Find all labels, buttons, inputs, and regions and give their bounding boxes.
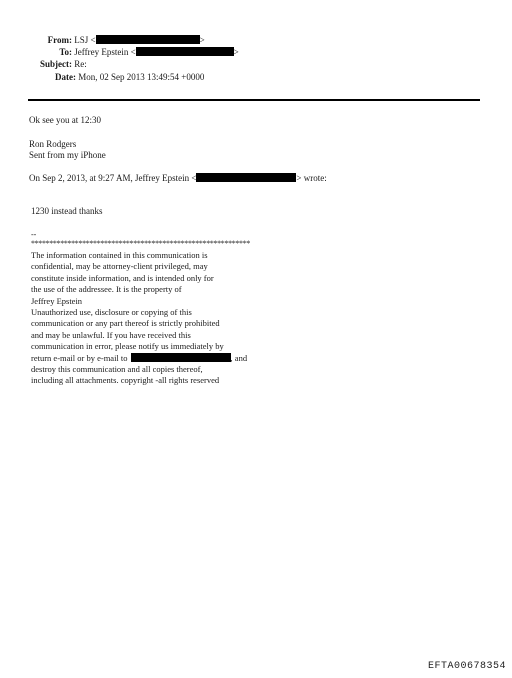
date-row (20, 72, 204, 83)
disclaimer-line-redacted (31, 353, 247, 364)
confidentiality-disclaimer (31, 250, 247, 387)
disclaimer-line: the use of the addressee. It is the property of (31, 284, 182, 295)
signature-dashes: -- (31, 230, 37, 239)
signature-name: Ron Rodgers (29, 139, 77, 149)
subject-label: Subject: (40, 59, 72, 69)
disclaimer-line: communication or any part thereof is strictly prohibited (31, 318, 220, 329)
from-close: > (199, 35, 205, 45)
quoted-message: 1230 instead thanks (31, 206, 103, 216)
subject-value: Re: (74, 59, 87, 69)
disclaimer-line: and may be unlawful. If you have received this (31, 329, 191, 340)
to-close: > (233, 47, 239, 57)
disclaimer-line: destroy this communication and all copies thereof, (31, 364, 203, 375)
signature-device: Sent from my iPhone (29, 150, 106, 160)
to-label: To: (59, 47, 72, 57)
to-value: Jeffrey Epstein < (74, 47, 136, 57)
disclaimer-line: communication in error, please notify us immediately by (31, 341, 224, 352)
disclaimer-line: Jeffrey Epstein (31, 295, 83, 306)
reply-text: Ok see you at 12:30 (29, 115, 101, 125)
header-divider (28, 99, 480, 101)
quote-intro-start: On Sep 2, 2013, at 9:27 AM, Jeffrey Epstein < (29, 173, 197, 183)
quote-intro-end: > wrote: (296, 173, 327, 183)
redaction-box (131, 353, 231, 362)
date-value: Mon, 02 Sep 2013 13:49:54 +0000 (78, 72, 205, 82)
disclaimer-line: confidential, may be attorney-client privileged, may (31, 261, 208, 272)
redaction-box (136, 47, 234, 56)
subject-row (20, 59, 87, 70)
from-value: LSJ < (74, 35, 96, 45)
date-label: Date: (55, 72, 76, 82)
disclaimer-line-end: , and (230, 352, 248, 363)
disclaimer-line: return e-mail or by e-mail to (31, 352, 128, 363)
from-label: From: (47, 35, 72, 45)
quote-intro (29, 173, 327, 184)
disclaimer-line: Unauthorized use, disclosure or copying of this (31, 307, 192, 318)
to-row (20, 47, 239, 58)
star-separator: ************************************************************ (31, 239, 251, 248)
disclaimer-line: The information contained in this communication is (31, 250, 208, 260)
from-row (20, 35, 205, 46)
disclaimer-line: including all attachments. copyright -all rights reserved (31, 375, 220, 386)
bates-number: EFTA00678354 (427, 661, 506, 672)
redaction-box (196, 173, 296, 182)
disclaimer-line: constitute inside information, and is intended only for (31, 272, 214, 283)
redaction-box (96, 35, 200, 44)
